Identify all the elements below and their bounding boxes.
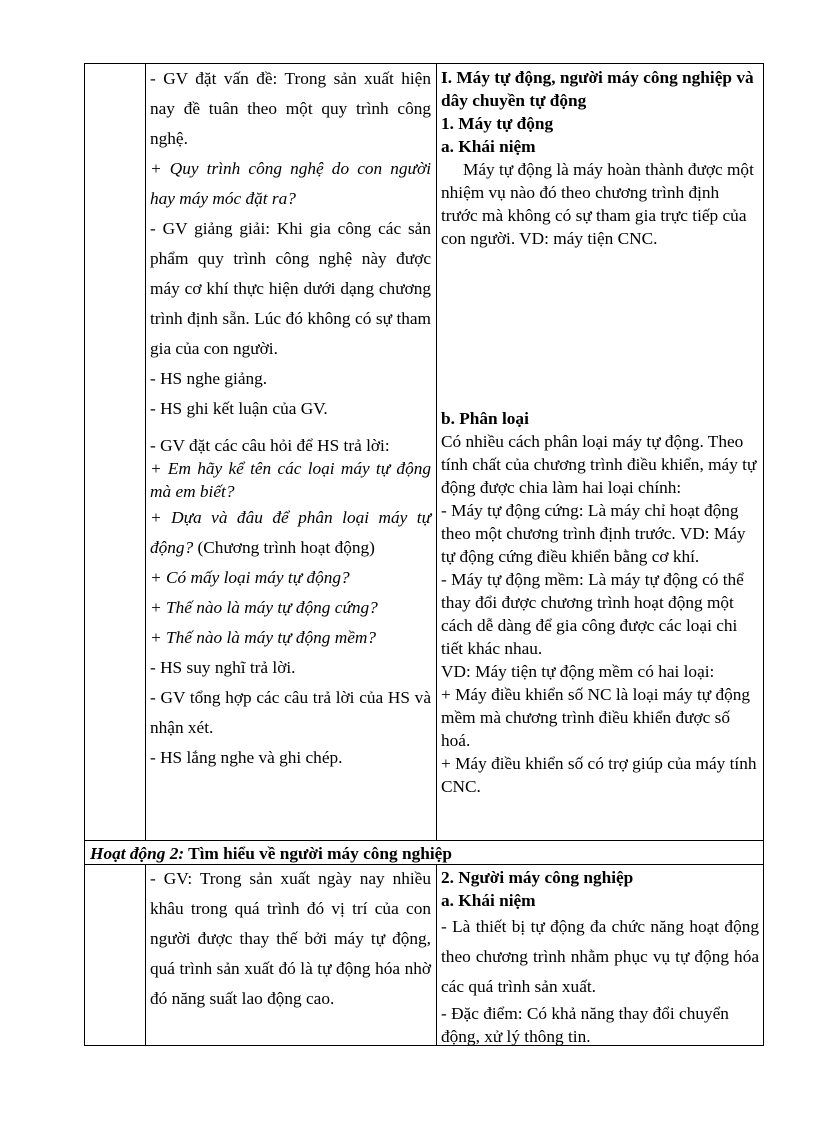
classification-intro: Có nhiều cách phân loại máy tự động. Theo tính chất của chương trình điều khiển, máy tự động được chia làm hai loại chính: [441, 432, 757, 497]
question-classification-basis [150, 503, 431, 563]
column-divider-2-top [436, 63, 437, 841]
robot-heading: 2. Người máy công nghiệp [441, 868, 634, 887]
row-divider-1 [84, 840, 764, 841]
answer-program: (Chương trình hoạt động) [193, 538, 375, 557]
gv-ask-questions: - GV đặt các câu hỏi để HS trả lời: [150, 436, 390, 455]
spacer [150, 424, 431, 434]
gv-industry-intro: - GV: Trong sản xuất ngày nay nhiều khâu trong quá trình đó vị trí của con người được thay thế bởi máy tự động, quá trình sản xuất đó là tự động hóa nhờ đó năng suất lao động cao. [150, 869, 431, 1008]
question-classification-text: + Dựa và đâu để phân loại máy tự động? [150, 508, 431, 557]
column-divider-1-top [145, 63, 146, 841]
hs-note-conclusion: - HS ghi kết luận của GV. [150, 399, 328, 418]
activity2-title: Tìm hiểu về người máy công nghiệp [184, 844, 452, 863]
concept-definition: Máy tự động là máy hoàn thành được một nhiệm vụ nào đó theo chương trình định trước mà không có sự tham gia trực tiếp của con người. VD: máy tiện CNC. [441, 160, 754, 248]
robot-characteristics: - Đặc điểm: Có khả năng thay đổi chuyển động, xử lý thông tin. [441, 1004, 729, 1046]
question-flexible-machine: + Thế nào là máy tự động mềm? [150, 628, 377, 647]
row1-activities-cell [150, 64, 431, 773]
question-machine-count: + Có mấy loại máy tự động? [150, 568, 350, 587]
flexible-machine-definition: - Máy tự động mềm: Là máy tự động có thể thay đổi được chương trình hoạt động một cách dễ dàng để gia công được các loại chi tiết khác nhau. [441, 570, 744, 658]
row1-content-cell [441, 66, 759, 798]
activity2-header [90, 842, 760, 865]
question-machine-names: + Em hãy kể tên các loại máy tự động mà em biết? [150, 459, 431, 501]
flexible-example-intro: VD: Máy tiện tự động mềm có hai loại: [441, 662, 715, 681]
section-heading-1: I. Máy tự động, người máy công nghiệp và dây chuyền tự động [441, 68, 754, 110]
gv-explanation: - GV giảng giải: Khi gia công các sản phẩm quy trình công nghệ này được máy cơ khí thực hiện dưới dạng chương trình định sẵn. Lúc đó không có sự tham gia của con người. [150, 219, 431, 358]
subsection-automatic-machine: 1. Máy tự động [441, 114, 554, 133]
hs-listen-write: - HS lắng nghe và ghi chép. [150, 748, 343, 767]
column-divider-1-bottom [145, 864, 146, 1046]
row2-content-cell [441, 866, 759, 1048]
question-process-origin: + Quy trình công nghệ do con người hay máy móc đặt ra? [150, 159, 431, 208]
table-border-left [84, 63, 85, 1046]
table-border-right [763, 63, 764, 1046]
nc-machine: + Máy điều khiển số NC là loại máy tự động mềm mà chương trình điều khiển được số hoá. [441, 685, 751, 750]
gv-summarize: - GV tổng hợp các câu trả lời của HS và nhận xét. [150, 688, 431, 737]
classification-heading: b. Phân loại [441, 409, 529, 428]
robot-definition: - Là thiết bị tự động đa chức năng hoạt động theo chương trình nhằm phục vụ tự động hóa các quá trình sản xuất. [441, 917, 759, 996]
spacer [441, 250, 759, 407]
hs-think-answer: - HS suy nghĩ trả lời. [150, 658, 296, 677]
gv-problem-statement: - GV đặt vấn đề: Trong sản xuất hiện nay đề tuân theo một quy trình công nghệ. [150, 69, 431, 148]
hs-listen: - HS nghe giảng. [150, 369, 268, 388]
concept-heading: a. Khái niệm [441, 137, 536, 156]
robot-concept-heading: a. Khái niệm [441, 891, 536, 910]
question-rigid-machine: + Thế nào là máy tự động cứng? [150, 598, 378, 617]
row2-activities-cell [150, 864, 431, 1014]
cnc-machine: + Máy điều khiển số có trợ giúp của máy tính CNC. [441, 754, 757, 796]
activity2-label: Hoạt động 2: [90, 844, 185, 863]
rigid-machine-definition: - Máy tự động cứng: Là máy chỉ hoạt động theo một chương trình định trước. VD: Máy tự động cứng điều khiển bằng cơ khí. [441, 501, 746, 566]
column-divider-2-bottom [436, 864, 437, 1046]
